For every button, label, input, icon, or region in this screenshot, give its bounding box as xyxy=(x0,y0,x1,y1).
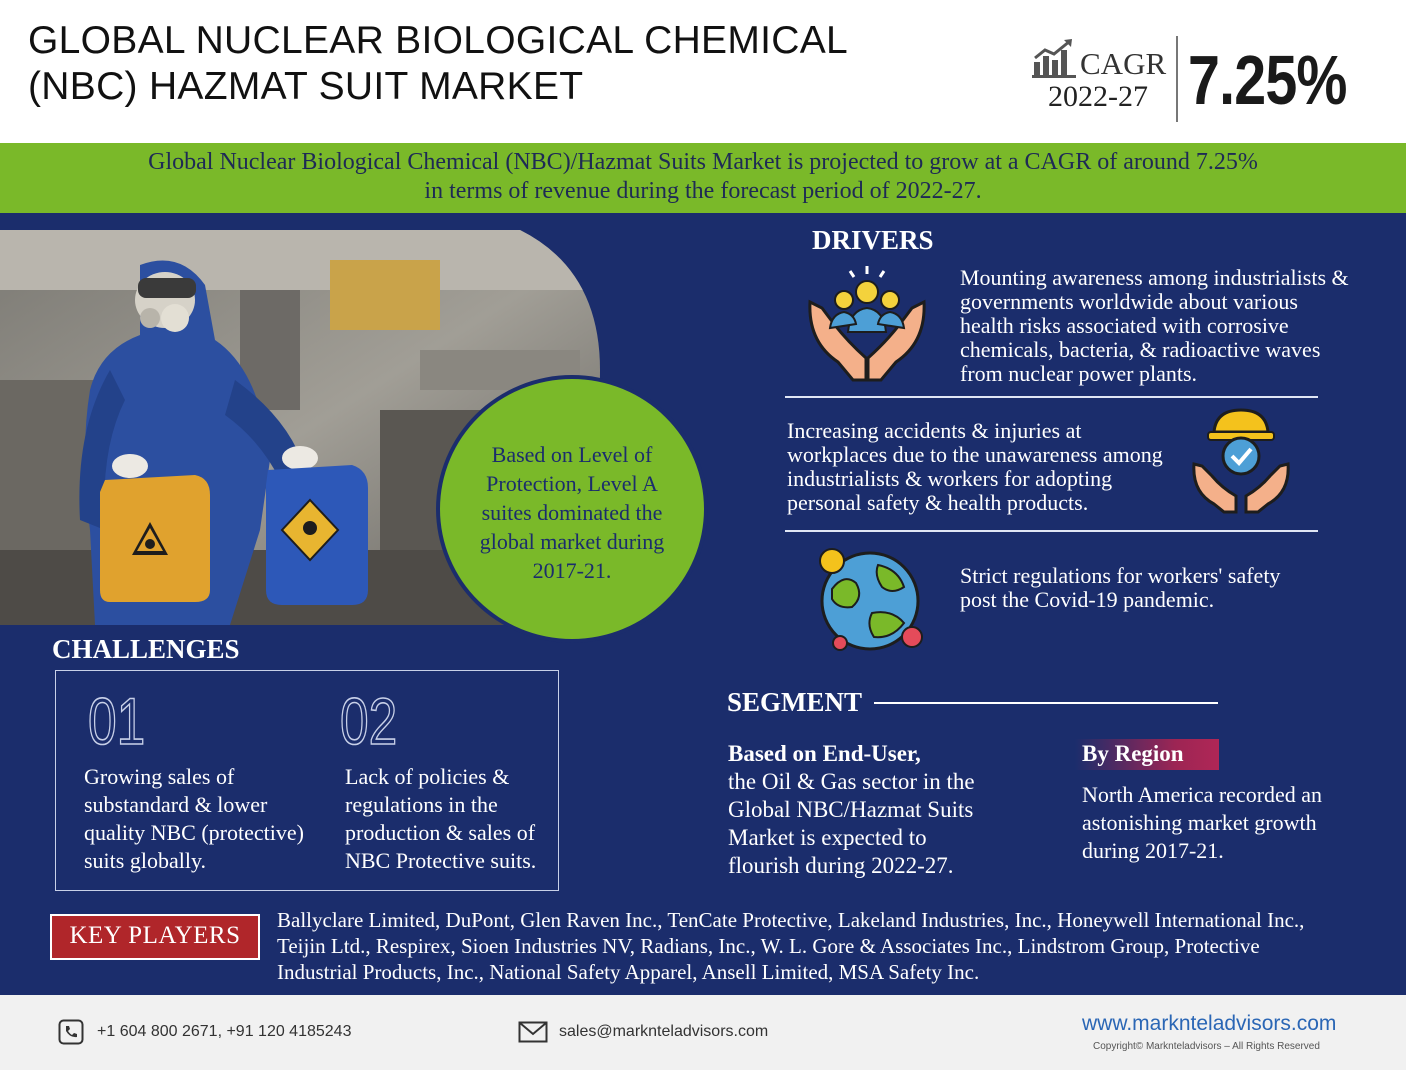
email-link[interactable]: sales@marknteladvisors.com xyxy=(559,1023,769,1040)
driver-2-text xyxy=(787,419,1187,515)
driver-line: from nuclear power plants. xyxy=(960,361,1198,386)
driver-line: governments worldwide about various xyxy=(960,289,1298,314)
highlight-line: 2017-21. xyxy=(532,558,612,583)
cagr-divider xyxy=(1176,36,1178,122)
driver-line: Strict regulations for workers' safety xyxy=(960,563,1281,588)
driver-line: post the Covid-19 pandemic. xyxy=(960,587,1215,612)
segment-divider xyxy=(874,702,1218,704)
summary-band xyxy=(0,143,1406,213)
header xyxy=(0,0,1406,143)
key-players-list xyxy=(277,907,1357,985)
challenge-line: suits globally. xyxy=(84,848,207,873)
globe-virus-icon xyxy=(812,543,928,655)
summary-line-2: in terms of revenue during the forecast period of 2022-27. xyxy=(424,178,982,204)
challenge-2-text xyxy=(345,763,555,875)
challenge-line: quality NBC (protective) xyxy=(84,820,304,845)
cagr-value: 7.25% xyxy=(1188,41,1347,119)
cagr-label: CAGR xyxy=(1080,46,1167,81)
driver-1-text xyxy=(960,266,1390,386)
email-icon xyxy=(518,1021,548,1043)
challenge-line: substandard & lower xyxy=(84,792,268,817)
key-players-line: Ballyclare Limited, DuPont, Glen Raven Inc., TenCate Protective, Lakeland Industries, Inc., Honeywell International Inc., xyxy=(277,908,1305,932)
driver-line: health risks associated with corrosive xyxy=(960,313,1289,338)
highlight-line: Based on Level of xyxy=(491,442,653,467)
cagr-years: 2022-27 xyxy=(1048,80,1148,113)
phone-icon xyxy=(58,1019,84,1045)
segment-line: the Oil & Gas sector in the xyxy=(728,769,975,794)
website-link[interactable]: www.marknteladvisors.com xyxy=(1082,1012,1337,1035)
highlight-line: suites dominated the xyxy=(481,500,663,525)
region-line: North America recorded an xyxy=(1082,782,1323,807)
driver-line: Increasing accidents & injuries at xyxy=(787,418,1082,443)
region-text xyxy=(1082,781,1352,865)
driver-divider xyxy=(785,396,1318,398)
driver-line: personal safety & health products. xyxy=(787,490,1089,515)
segment-heading: SEGMENT xyxy=(727,687,863,717)
key-players-line: Teijin Ltd., Respirex, Sioen Industries NV, Radians, Inc., W. L. Gore & Associates Inc., Lindstrom Group, Protective xyxy=(277,934,1260,958)
highlight-line: Protection, Level A xyxy=(486,471,658,496)
driver-line: chemicals, bacteria, & radioactive waves xyxy=(960,337,1321,362)
people-care-icon xyxy=(808,262,926,382)
challenge-line: NBC Protective suits. xyxy=(345,848,537,873)
challenge-number: 01 xyxy=(88,684,146,758)
driver-3-text xyxy=(960,564,1340,612)
worker-safety-icon xyxy=(1190,406,1292,514)
challenge-line: Lack of policies & xyxy=(345,764,510,789)
driver-divider xyxy=(785,530,1318,532)
title-line-2: (NBC) HAZMAT SUIT MARKET xyxy=(28,65,584,108)
challenges-heading: CHALLENGES xyxy=(52,634,240,664)
segment-line: Market is expected to xyxy=(728,825,927,850)
segment-end-user-label: Based on End-User, xyxy=(728,741,921,766)
challenge-line: Growing sales of xyxy=(84,764,235,789)
page-title xyxy=(28,18,928,110)
challenge-line: regulations in the xyxy=(345,792,498,817)
summary-line-1: Global Nuclear Biological Chemical (NBC)/Hazmat Suits Market is projected to grow at a CAGR of around 7.25% xyxy=(148,149,1258,175)
region-line: astonishing market growth xyxy=(1082,810,1317,835)
segment-end-user xyxy=(728,740,1028,880)
region-line: during 2017-21. xyxy=(1082,838,1224,863)
driver-line: workplaces due to the unawareness among xyxy=(787,442,1163,467)
segment-line: flourish during 2022-27. xyxy=(728,853,954,878)
region-label: By Region xyxy=(1082,741,1184,766)
highlight-line: global market during xyxy=(479,529,665,554)
challenge-number: 02 xyxy=(340,684,398,758)
key-players-label: KEY PLAYERS xyxy=(69,922,241,949)
drivers-heading: DRIVERS xyxy=(812,225,934,255)
phone-text[interactable]: +1 604 800 2671, +91 120 4185243 xyxy=(97,1023,352,1040)
driver-line: industrialists & workers for adopting xyxy=(787,466,1113,491)
challenge-1-text xyxy=(84,763,324,875)
segment-line: Global NBC/Hazmat Suits xyxy=(728,797,974,822)
copyright-text: Copyright© Marknteladvisors – All Rights Reserved xyxy=(1093,1041,1320,1052)
title-line-1: GLOBAL NUCLEAR BIOLOGICAL CHEMICAL xyxy=(28,19,849,62)
highlight-text xyxy=(456,440,688,585)
bar-growth-icon xyxy=(1032,38,1076,78)
key-players-line: Industrial Products, Inc., National Safety Apparel, Ansell Limited, MSA Safety Inc. xyxy=(277,960,980,984)
challenge-line: production & sales of xyxy=(345,820,536,845)
driver-line: Mounting awareness among industrialists & xyxy=(960,265,1349,290)
